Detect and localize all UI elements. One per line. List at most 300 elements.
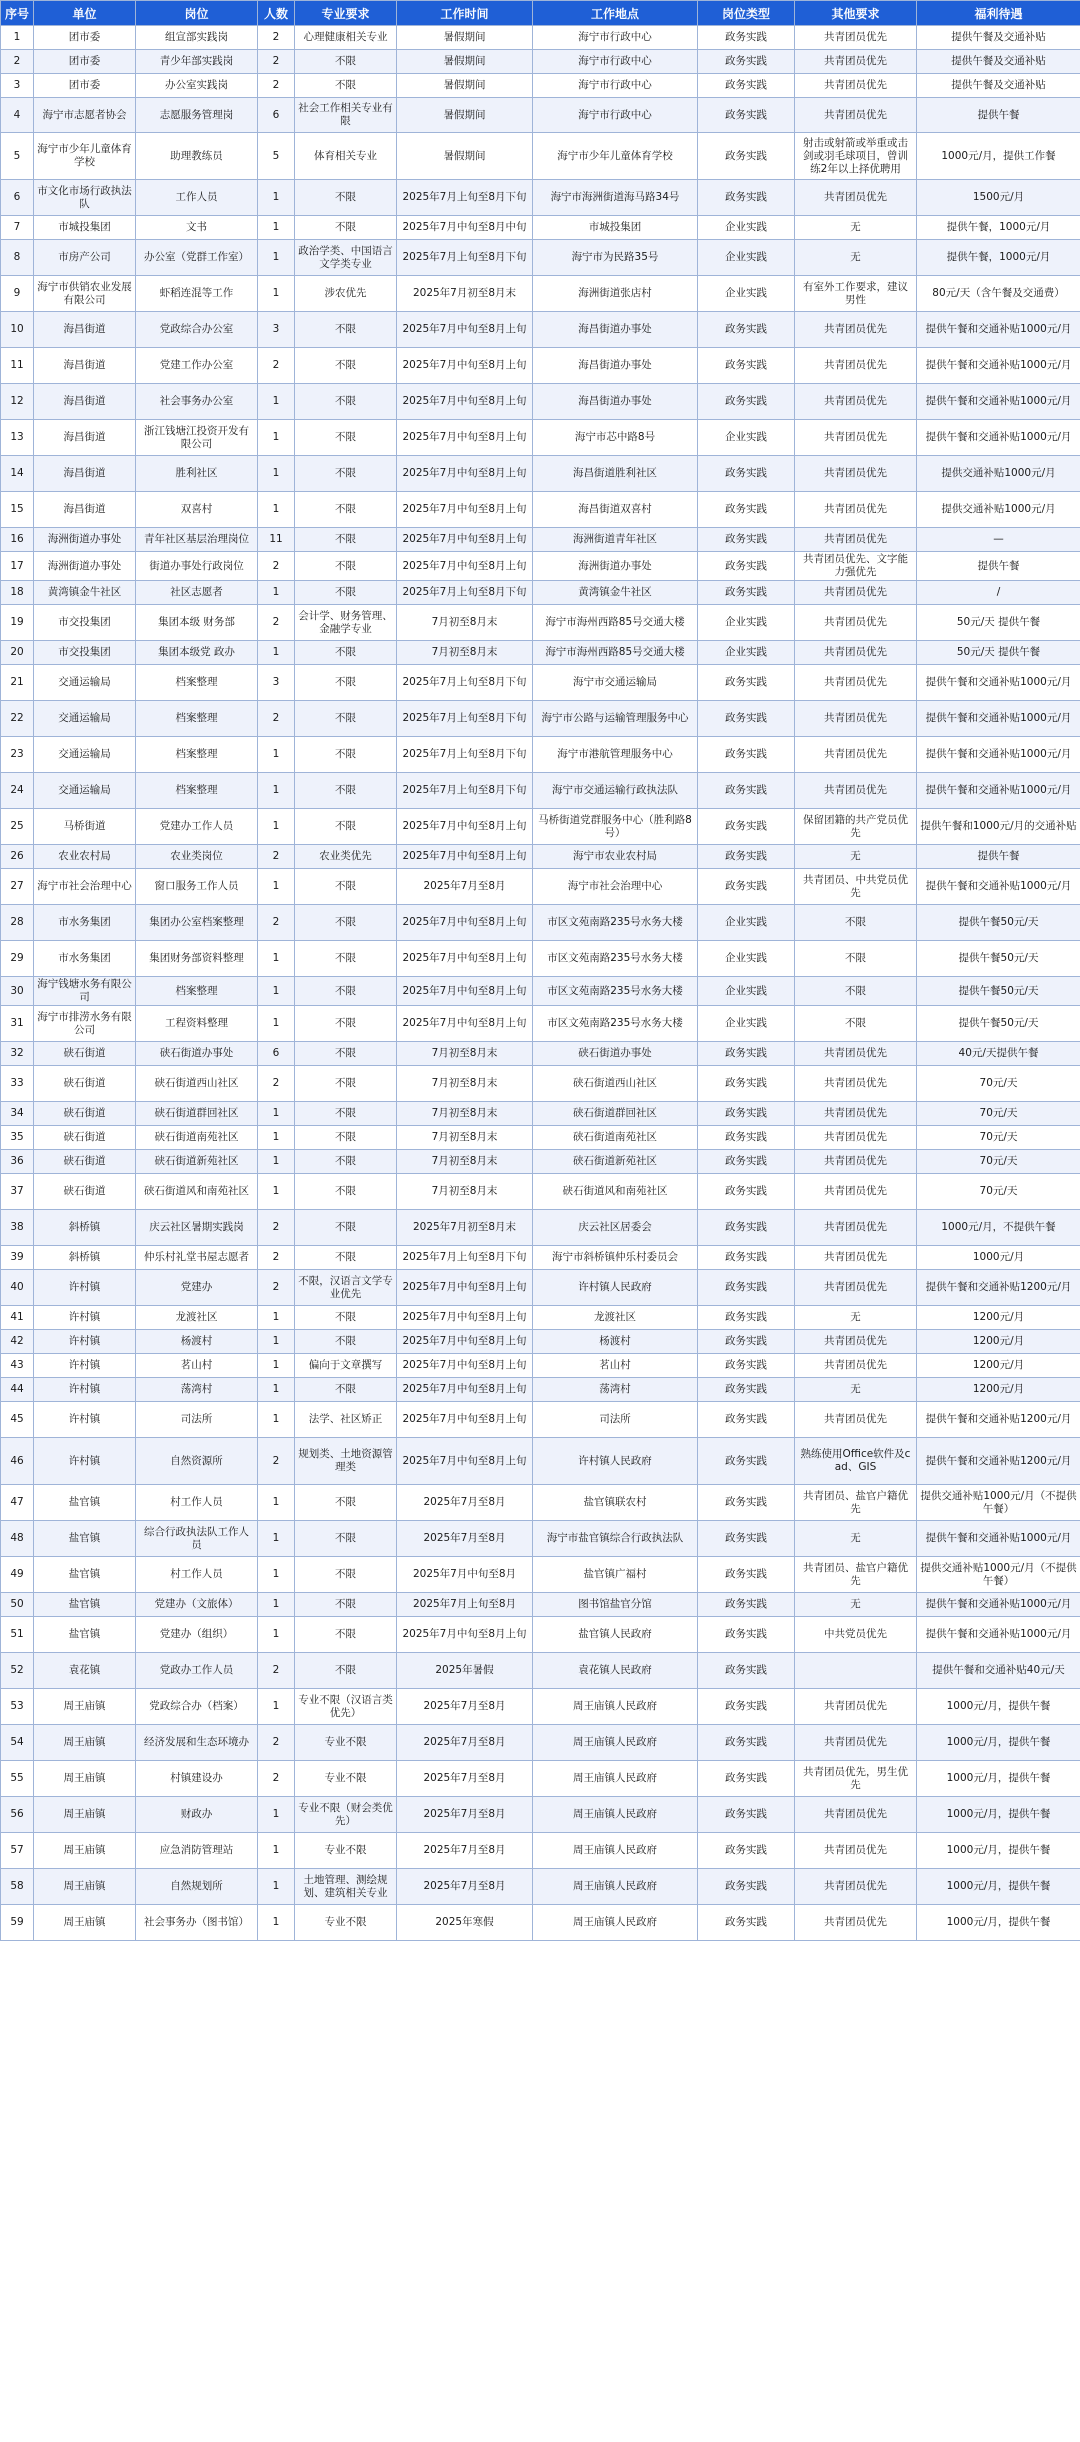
table-cell: 18 — [1, 581, 34, 605]
table-cell: 政务实践 — [698, 348, 795, 384]
table-cell: 专业不限 — [295, 1761, 397, 1797]
table-cell: 海宁市少年儿童体育学校 — [34, 133, 136, 180]
table-cell: 政务实践 — [698, 845, 795, 869]
table-cell: 政务实践 — [698, 1270, 795, 1306]
table-cell: 提供交通补贴1000元/月 — [917, 492, 1080, 528]
table-cell: 茗山村 — [533, 1354, 698, 1378]
table-cell: 硖石街道 — [34, 1174, 136, 1210]
table-cell: 54 — [1, 1725, 34, 1761]
table-cell: 2025年7月中旬至8月 — [397, 1557, 533, 1593]
table-cell: 规划类、土地资源管理类 — [295, 1438, 397, 1485]
table-cell: 龙渡社区 — [136, 1306, 258, 1330]
table-cell: 2025年7月中旬至8月上旬 — [397, 552, 533, 581]
table-cell: 海宁市志愿者协会 — [34, 98, 136, 133]
table-cell: 2025年7月中旬至8月上旬 — [397, 1378, 533, 1402]
table-cell: 政务实践 — [698, 552, 795, 581]
table-cell: 自然资源所 — [136, 1438, 258, 1485]
table-row — [1, 869, 1080, 905]
table-row — [1, 1869, 1080, 1905]
table-cell: 1 — [258, 1689, 295, 1725]
table-cell: 43 — [1, 1354, 34, 1378]
table-cell: 25 — [1, 809, 34, 845]
table-cell: 2 — [258, 1246, 295, 1270]
table-cell: 2025年7月至8月 — [397, 1725, 533, 1761]
table-cell: 49 — [1, 1557, 34, 1593]
column-header: 其他要求 — [795, 1, 917, 26]
table-cell: 无 — [795, 1521, 917, 1557]
table-cell: 2025年7月中旬至8月上旬 — [397, 312, 533, 348]
table-cell: 政务实践 — [698, 1869, 795, 1905]
table-cell: 硖石街道南苑社区 — [533, 1126, 698, 1150]
table-cell: 提供午餐和交通补贴1000元/月 — [917, 773, 1080, 809]
table-cell: 政务实践 — [698, 809, 795, 845]
table-cell: 周王庙镇 — [34, 1869, 136, 1905]
table-cell: 许村镇 — [34, 1438, 136, 1485]
table-cell: 政务实践 — [698, 50, 795, 74]
table-cell: 1 — [258, 1150, 295, 1174]
table-cell: 党政综合办（档案） — [136, 1689, 258, 1725]
table-cell: 1 — [258, 1557, 295, 1593]
table-cell: 政务实践 — [698, 1174, 795, 1210]
table-cell: 1 — [258, 1402, 295, 1438]
table-cell: 企业实践 — [698, 641, 795, 665]
table-cell: 工作人员 — [136, 180, 258, 216]
table-cell: 市区文苑南路235号水务大楼 — [533, 1006, 698, 1042]
table-cell: 政务实践 — [698, 180, 795, 216]
table-cell: 海宁市供销农业发展有限公司 — [34, 276, 136, 312]
table-cell: 1000元/月，提供工作餐 — [917, 133, 1080, 180]
table-cell: 无 — [795, 216, 917, 240]
table-cell: 39 — [1, 1246, 34, 1270]
table-cell: 共青团员优先 — [795, 1354, 917, 1378]
table-cell: 周王庙镇人民政府 — [533, 1869, 698, 1905]
table-cell: 办公室（党群工作室） — [136, 240, 258, 276]
table-cell: 共青团员优先 — [795, 1150, 917, 1174]
table-cell: 共青团员优先 — [795, 1869, 917, 1905]
table-cell: 1 — [258, 1617, 295, 1653]
table-cell — [795, 1653, 917, 1689]
table-cell: 2025年7月至8月 — [397, 1689, 533, 1725]
table-cell: 许村镇人民政府 — [533, 1270, 698, 1306]
table-cell: 党政综合办公室 — [136, 312, 258, 348]
table-cell: 政务实践 — [698, 1521, 795, 1557]
table-cell: 2025年7月中旬至8月上旬 — [397, 1306, 533, 1330]
table-cell: 党建工作办公室 — [136, 348, 258, 384]
table-cell: 会计学、财务管理、金融学专业 — [295, 605, 397, 641]
table-cell: 不限 — [295, 869, 397, 905]
table-cell: 政务实践 — [698, 1066, 795, 1102]
table-cell: 1 — [258, 420, 295, 456]
table-cell: 射击或射箭或举重或击剑或羽毛球项目，曾训练2年以上择优聘用 — [795, 133, 917, 180]
table-cell: 1 — [258, 1833, 295, 1869]
table-row — [1, 1378, 1080, 1402]
table-cell: 盐官镇 — [34, 1593, 136, 1617]
table-cell: 2 — [1, 50, 34, 74]
table-cell: 海宁市海州西路85号交通大楼 — [533, 641, 698, 665]
table-cell: 海昌街道办事处 — [533, 384, 698, 420]
table-cell: 政务实践 — [698, 528, 795, 552]
table-cell: 市交投集团 — [34, 641, 136, 665]
table-cell: 硖石街道 — [34, 1126, 136, 1150]
table-cell: 共青团员优先 — [795, 581, 917, 605]
table-cell: 1000元/月，提供午餐 — [917, 1869, 1080, 1905]
table-cell: 3 — [1, 74, 34, 98]
table-row — [1, 384, 1080, 420]
table-cell: 70元/天 — [917, 1150, 1080, 1174]
table-cell: 2025年7月上旬至8月下旬 — [397, 1246, 533, 1270]
table-cell: 司法所 — [136, 1402, 258, 1438]
table-row — [1, 1485, 1080, 1521]
table-row — [1, 1006, 1080, 1042]
table-cell: 50 — [1, 1593, 34, 1617]
table-cell-note: 政务实践 — [725, 1454, 767, 1467]
table-cell: 2025年7月至8月 — [397, 1869, 533, 1905]
table-cell: 海宁市海洲街道海马路34号 — [533, 180, 698, 216]
table-cell: 硖石街道西山社区 — [533, 1066, 698, 1102]
table-cell: 硖石街道风和南苑社区 — [533, 1174, 698, 1210]
table-cell: 32 — [1, 1042, 34, 1066]
table-cell: 杨渡村 — [136, 1330, 258, 1354]
table-cell: 政务实践 — [698, 1689, 795, 1725]
table-row — [1, 1521, 1080, 1557]
table-row — [1, 809, 1080, 845]
table-cell: 农业类优先 — [295, 845, 397, 869]
table-row — [1, 1438, 1080, 1485]
table-cell: 自然规划所 — [136, 1869, 258, 1905]
table-cell: 1200元/月 — [917, 1378, 1080, 1402]
table-cell: 共青团员优先 — [795, 74, 917, 98]
table-cell: 共青团员优先 — [795, 1066, 917, 1102]
table-row — [1, 1593, 1080, 1617]
table-cell: 海昌街道双喜村 — [533, 492, 698, 528]
table-cell: 56 — [1, 1797, 34, 1833]
table-row — [1, 737, 1080, 773]
table-cell: 2 — [258, 845, 295, 869]
table-cell: 1 — [258, 240, 295, 276]
table-cell: 70元/天 — [917, 1126, 1080, 1150]
table-cell: 斜桥镇 — [34, 1210, 136, 1246]
table-cell: 海宁钱塘水务有限公司 — [34, 977, 136, 1006]
table-cell: 党建办工作人员 — [136, 809, 258, 845]
table-cell: 2025年7月至8月 — [397, 1761, 533, 1797]
table-cell: 2025年7月中旬至8月上旬 — [397, 809, 533, 845]
table-cell: 企业实践 — [698, 977, 795, 1006]
table-cell: 集团本级 财务部 — [136, 605, 258, 641]
table-cell: 共青团员优先 — [795, 180, 917, 216]
table-cell: 海宁市芯中路8号 — [533, 420, 698, 456]
table-cell: 海宁市排涝水务有限公司 — [34, 1006, 136, 1042]
table-cell: 1200元/月 — [917, 1354, 1080, 1378]
table-cell: 不限 — [295, 552, 397, 581]
table-cell: 无 — [795, 240, 917, 276]
table-cell: 虾稻连混等工作 — [136, 276, 258, 312]
table-cell: 2025年7月至8月 — [397, 1485, 533, 1521]
table-cell: 黄湾镇金牛社区 — [34, 581, 136, 605]
table-cell: 党建办（组织） — [136, 1617, 258, 1653]
table-cell: 周王庙镇 — [34, 1689, 136, 1725]
table-cell: 1 — [258, 276, 295, 312]
table-cell: 财政办 — [136, 1797, 258, 1833]
table-cell: 政务实践 — [698, 1042, 795, 1066]
table-cell: 1200元/月 — [917, 1306, 1080, 1330]
table-cell: 海宁市少年儿童体育学校 — [533, 133, 698, 180]
table-cell: 2025年7月上旬至8月下旬 — [397, 180, 533, 216]
table-cell: 海宁市交通运输行政执法队 — [533, 773, 698, 809]
table-cell: 不限 — [295, 665, 397, 701]
table-cell: 许村镇 — [34, 1306, 136, 1330]
table-cell: 提供午餐和交通补贴1000元/月 — [917, 1593, 1080, 1617]
table-cell: 政务实践 — [698, 1306, 795, 1330]
table-cell: 黄湾镇金牛社区 — [533, 581, 698, 605]
table-cell: 海昌街道胜利社区 — [533, 456, 698, 492]
table-cell: 2025年7月中旬至8月上旬 — [397, 384, 533, 420]
table-cell: 15 — [1, 492, 34, 528]
table-cell: 2025年暑假 — [397, 1653, 533, 1689]
table-cell: 法学、社区矫正 — [295, 1402, 397, 1438]
table-row — [1, 1150, 1080, 1174]
table-cell: 70元/天 — [917, 1066, 1080, 1102]
table-cell: 档案整理 — [136, 665, 258, 701]
table-cell: 茗山村 — [136, 1354, 258, 1378]
table-cell: 提供午餐和交通补贴1200元/月 — [917, 1438, 1080, 1485]
column-header: 岗位 — [136, 1, 258, 26]
table-cell: 市交投集团 — [34, 605, 136, 641]
table-cell: 2 — [258, 1438, 295, 1485]
table-cell: 1 — [258, 1354, 295, 1378]
table-cell: 专业不限 — [295, 1725, 397, 1761]
table-cell: 59 — [1, 1905, 34, 1941]
table-cell: 档案整理 — [136, 737, 258, 773]
table-cell: 海宁市港航管理服务中心 — [533, 737, 698, 773]
table-cell: 团市委 — [34, 74, 136, 98]
table-cell: 1 — [258, 180, 295, 216]
table-cell: 40元/天提供午餐 — [917, 1042, 1080, 1066]
table-row — [1, 276, 1080, 312]
table-cell: 硖石街道办事处 — [533, 1042, 698, 1066]
table-cell: 政务实践 — [698, 384, 795, 420]
table-cell: 提供午餐和交通补贴1000元/月 — [917, 420, 1080, 456]
table-cell: 庆云社区居委会 — [533, 1210, 698, 1246]
table-cell: 1500元/月 — [917, 180, 1080, 216]
table-header — [1, 1, 1080, 26]
table-cell: 23 — [1, 737, 34, 773]
table-cell: 政务实践 — [698, 1725, 795, 1761]
table-cell: 共青团员优先 — [795, 1725, 917, 1761]
table-cell: 28 — [1, 905, 34, 941]
table-row — [1, 1653, 1080, 1689]
table-row — [1, 74, 1080, 98]
table-cell: 1 — [1, 26, 34, 50]
table-cell: 交通运输局 — [34, 773, 136, 809]
table-cell: 土地管理、测绘规划、建筑相关专业 — [295, 1869, 397, 1905]
table-cell: 不限 — [295, 1485, 397, 1521]
table-cell: 不限 — [295, 348, 397, 384]
table-cell: 不限 — [295, 809, 397, 845]
table-cell: 1 — [258, 737, 295, 773]
table-cell: 2025年7月中旬至8月上旬 — [397, 941, 533, 977]
table-cell: 共青团员优先 — [795, 492, 917, 528]
table-cell: 提供午餐和交通补贴1000元/月 — [917, 701, 1080, 737]
table-cell: 仲乐村礼堂书屋志愿者 — [136, 1246, 258, 1270]
table-cell: 综合行政执法队工作人员 — [136, 1521, 258, 1557]
table-cell: 共青团员优先、文字能力强优先 — [795, 552, 917, 581]
table-cell: 不限 — [295, 701, 397, 737]
table-cell: 共青团员优先 — [795, 737, 917, 773]
table-cell: 袁花镇 — [34, 1653, 136, 1689]
table-cell: 海昌街道 — [34, 348, 136, 384]
table-cell: 不限 — [795, 1006, 917, 1042]
table-cell: 不限 — [295, 312, 397, 348]
table-cell: 周王庙镇人民政府 — [533, 1761, 698, 1797]
table-cell: 不限 — [295, 1378, 397, 1402]
table-cell: 市水务集团 — [34, 905, 136, 941]
table-cell: 不限 — [295, 456, 397, 492]
table-cell: 海宁市盐官镇综合行政执法队 — [533, 1521, 698, 1557]
table-cell: 7月初至8月末 — [397, 641, 533, 665]
table-cell: 政务实践 — [698, 456, 795, 492]
table-cell: 政务实践 — [698, 581, 795, 605]
table-cell: 周王庙镇人民政府 — [533, 1905, 698, 1941]
table-cell: 袁花镇人民政府 — [533, 1653, 698, 1689]
table-cell: 27 — [1, 869, 34, 905]
table-cell: 2025年7月至8月 — [397, 1797, 533, 1833]
table-cell: 1 — [258, 1521, 295, 1557]
table-cell: 20 — [1, 641, 34, 665]
table-cell: 政务实践 — [698, 133, 795, 180]
table-cell: 17 — [1, 552, 34, 581]
table-row — [1, 180, 1080, 216]
table-cell: 海宁市社会治理中心 — [34, 869, 136, 905]
table-cell: 1000元/月，不提供午餐 — [917, 1210, 1080, 1246]
table-cell: 52 — [1, 1653, 34, 1689]
table-cell: 无 — [795, 1306, 917, 1330]
table-cell: 海宁市为民路35号 — [533, 240, 698, 276]
table-cell: 50元/天 提供午餐 — [917, 641, 1080, 665]
table-cell: 55 — [1, 1761, 34, 1797]
table-cell: 2025年7月上旬至8月下旬 — [397, 581, 533, 605]
table-row — [1, 312, 1080, 348]
table-cell: 社会工作相关专业有限 — [295, 98, 397, 133]
table-cell: 盐官镇 — [34, 1485, 136, 1521]
table-cell: 党建办 — [136, 1270, 258, 1306]
table-cell: 2025年7月上旬至8月下旬 — [397, 773, 533, 809]
table-cell: 提供午餐和交通补贴1000元/月 — [917, 869, 1080, 905]
table-cell: 硖石街道 — [34, 1042, 136, 1066]
table-cell: 提供午餐和交通补贴1000元/月 — [917, 1521, 1080, 1557]
table-cell: 市城投集团 — [533, 216, 698, 240]
table-cell: 提供午餐和交通补贴1000元/月 — [917, 737, 1080, 773]
table-cell: 1000元/月，提供午餐 — [917, 1725, 1080, 1761]
table-cell: 2025年7月初至8月末 — [397, 1210, 533, 1246]
table-cell: 周王庙镇 — [34, 1905, 136, 1941]
table-cell: 不限 — [795, 905, 917, 941]
table-cell: 偏向于文章撰写 — [295, 1354, 397, 1378]
table-cell: 政务实践 — [698, 1102, 795, 1126]
table-cell: 1 — [258, 1905, 295, 1941]
table-cell: 街道办事处行政岗位 — [136, 552, 258, 581]
table-cell: 暑假期间 — [397, 98, 533, 133]
table-cell: 硖石街道群回社区 — [533, 1102, 698, 1126]
table-cell: 荡湾村 — [533, 1378, 698, 1402]
table-cell: 1 — [258, 384, 295, 420]
table-cell: 4 — [1, 98, 34, 133]
table-cell: 2025年7月上旬至8月下旬 — [397, 240, 533, 276]
table-cell: 51 — [1, 1617, 34, 1653]
table-cell: 农业农村局 — [34, 845, 136, 869]
table-cell: 不限 — [295, 216, 397, 240]
table-cell: 38 — [1, 1210, 34, 1246]
table-cell: 不限 — [295, 1246, 397, 1270]
table-cell: 海宁市公路与运输管理服务中心 — [533, 701, 698, 737]
table-cell: 3 — [258, 312, 295, 348]
table-cell: 58 — [1, 1869, 34, 1905]
table-row — [1, 641, 1080, 665]
table-cell: 共青团员优先 — [795, 1833, 917, 1869]
table-cell: 暑假期间 — [397, 133, 533, 180]
table-cell: 2025年7月中旬至8月中旬 — [397, 216, 533, 240]
table-cell: 集团办公室档案整理 — [136, 905, 258, 941]
table-cell: — — [917, 528, 1080, 552]
table-row — [1, 240, 1080, 276]
table-row — [1, 1330, 1080, 1354]
table-cell: 政务实践 — [698, 1378, 795, 1402]
table-row — [1, 1246, 1080, 1270]
table-cell: 村工作人员 — [136, 1485, 258, 1521]
table-row — [1, 1833, 1080, 1869]
table-cell: 共青团员优先 — [795, 701, 917, 737]
table-cell: 周王庙镇 — [34, 1833, 136, 1869]
table-cell: 提供午餐和交通补贴40元/天 — [917, 1653, 1080, 1689]
table-cell: 政务实践 — [698, 1833, 795, 1869]
table-cell: 马桥街道党群服务中心（胜利路8号） — [533, 809, 698, 845]
table-cell: 政务实践 — [698, 1617, 795, 1653]
table-cell: 48 — [1, 1521, 34, 1557]
table-cell: 不限 — [295, 1126, 397, 1150]
table-cell: 共青团员优先 — [795, 1210, 917, 1246]
table-cell: 不限 — [295, 773, 397, 809]
table-cell: 2025年寒假 — [397, 1905, 533, 1941]
table-cell: 体育相关专业 — [295, 133, 397, 180]
table-cell: 不限 — [295, 1557, 397, 1593]
table-cell: 政务实践 — [698, 26, 795, 50]
table-cell: 7月初至8月末 — [397, 1066, 533, 1102]
table-cell: 1 — [258, 456, 295, 492]
table-cell: 档案整理 — [136, 977, 258, 1006]
table-cell: 7月初至8月末 — [397, 605, 533, 641]
table-cell: 政务实践 — [698, 1593, 795, 1617]
table-cell: 提供午餐和交通补贴1200元/月 — [917, 1402, 1080, 1438]
column-header: 岗位类型 — [698, 1, 795, 26]
table-cell: 不限 — [295, 1617, 397, 1653]
table-cell: 政务实践 — [698, 1653, 795, 1689]
table-cell: 41 — [1, 1306, 34, 1330]
table-cell: 共青团员优先 — [795, 773, 917, 809]
table-cell: 2025年7月至8月 — [397, 1521, 533, 1557]
table-cell: 2025年7月中旬至8月上旬 — [397, 1270, 533, 1306]
table-cell: 共青团员优先 — [795, 641, 917, 665]
table-cell: 庆云社区暑期实践岗 — [136, 1210, 258, 1246]
table-cell: 海昌街道办事处 — [533, 348, 698, 384]
table-cell: 提供午餐 — [917, 98, 1080, 133]
table-cell: 80元/天（含午餐及交通费） — [917, 276, 1080, 312]
table-cell: 社会事务办公室 — [136, 384, 258, 420]
table-cell: 2025年7月中旬至8月上旬 — [397, 348, 533, 384]
table-row — [1, 701, 1080, 737]
table-cell: 7月初至8月末 — [397, 1174, 533, 1210]
table-row — [1, 605, 1080, 641]
table-cell: 政务实践 — [698, 1246, 795, 1270]
table-cell: 2025年7月中旬至8月上旬 — [397, 1617, 533, 1653]
